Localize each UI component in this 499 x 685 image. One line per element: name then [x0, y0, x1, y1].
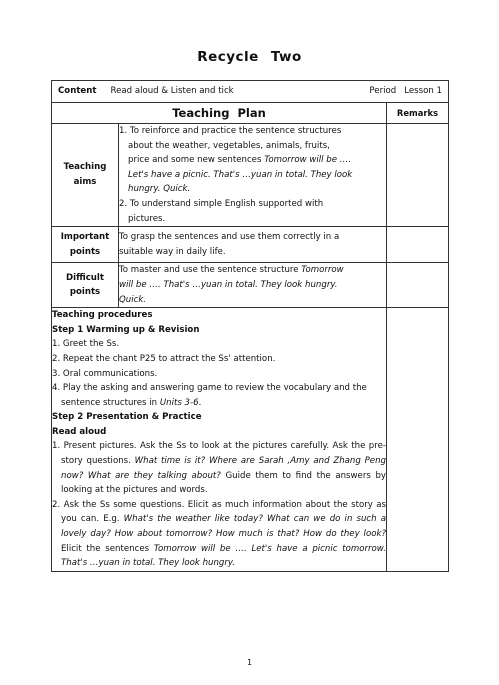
period-value: Lesson 1	[404, 86, 443, 97]
difficult-row	[52, 263, 449, 308]
teaching-plan-table	[51, 80, 449, 572]
important-text: To grasp the sentences and use them correctly in a suitable way in daily life.	[119, 227, 387, 263]
period-label: Period	[369, 86, 397, 97]
procedures-row	[52, 308, 449, 572]
aims-text: 1. To reinforce and practice the sentence structures about the weather, vegetables, animals, fruits, price and some new sentences Tomorrow will be …. Let's have a picnic. That's …yuan in total. They look hungry. Quick. 2. To understand simple English supported with pictures.	[119, 124, 387, 227]
aims-remarks	[387, 124, 449, 227]
important-row	[52, 227, 449, 263]
page-title: Recycle Two	[197, 49, 302, 65]
important-remarks	[387, 227, 449, 263]
step2-heading: Step 2 Presentation & Practice	[52, 412, 202, 423]
content-label: Content	[58, 86, 97, 97]
read-aloud-heading: Read aloud	[52, 426, 107, 437]
remarks-heading: Remarks	[387, 103, 449, 124]
aims-label: Teaching aims	[52, 124, 119, 227]
procedures-text: Teaching procedures Step 1 Warming up & Revision 1. Greet the Ss. 2. Repeat the chant P25 to attract the Ss' attention. 3. Oral communications. 4. Play the asking and answering game to review the vocabulary and the sentence structures in Units 3-6. Step 2 Presentation & Practice Read aloud 1. Present pictures. Ask the Ss to look at the pictures carefully. Ask the pre-story questions. What time is it? Where are Sarah ,Amy and Zhang Peng now? What are they talking about? Guide them to find the answers by looking at the pictures and words. 2. Ask the Ss some questions. Elicit as much information about the story as you can. E.g. What's the weather like today? What can we do in such a lovely day? How about tomorrow? How much is that? How do they look? Elicit the sentences Tomorrow will be …. Let's have a picnic tomorrow. That's …yuan in total. They look hungry.	[52, 308, 387, 572]
content-row	[52, 81, 449, 103]
step1-heading: Step 1 Warming up & Revision	[52, 324, 200, 335]
difficult-label: Difficult points	[52, 263, 119, 308]
plan-heading: Teaching Plan	[52, 103, 387, 124]
page-number: 1	[246, 658, 253, 667]
difficult-text: To master and use the sentence structure Tomorrow will be …. That's …yuan in total. They look hungry. Quick.	[119, 263, 387, 308]
procedures-heading: Teaching procedures	[52, 310, 153, 321]
aims-row	[52, 124, 449, 227]
content-value: Read aloud & Listen and tick	[110, 86, 234, 97]
important-label: Important points	[52, 227, 119, 263]
procedures-remarks	[387, 308, 449, 572]
plan-header-row	[52, 103, 449, 124]
difficult-remarks	[387, 263, 449, 308]
